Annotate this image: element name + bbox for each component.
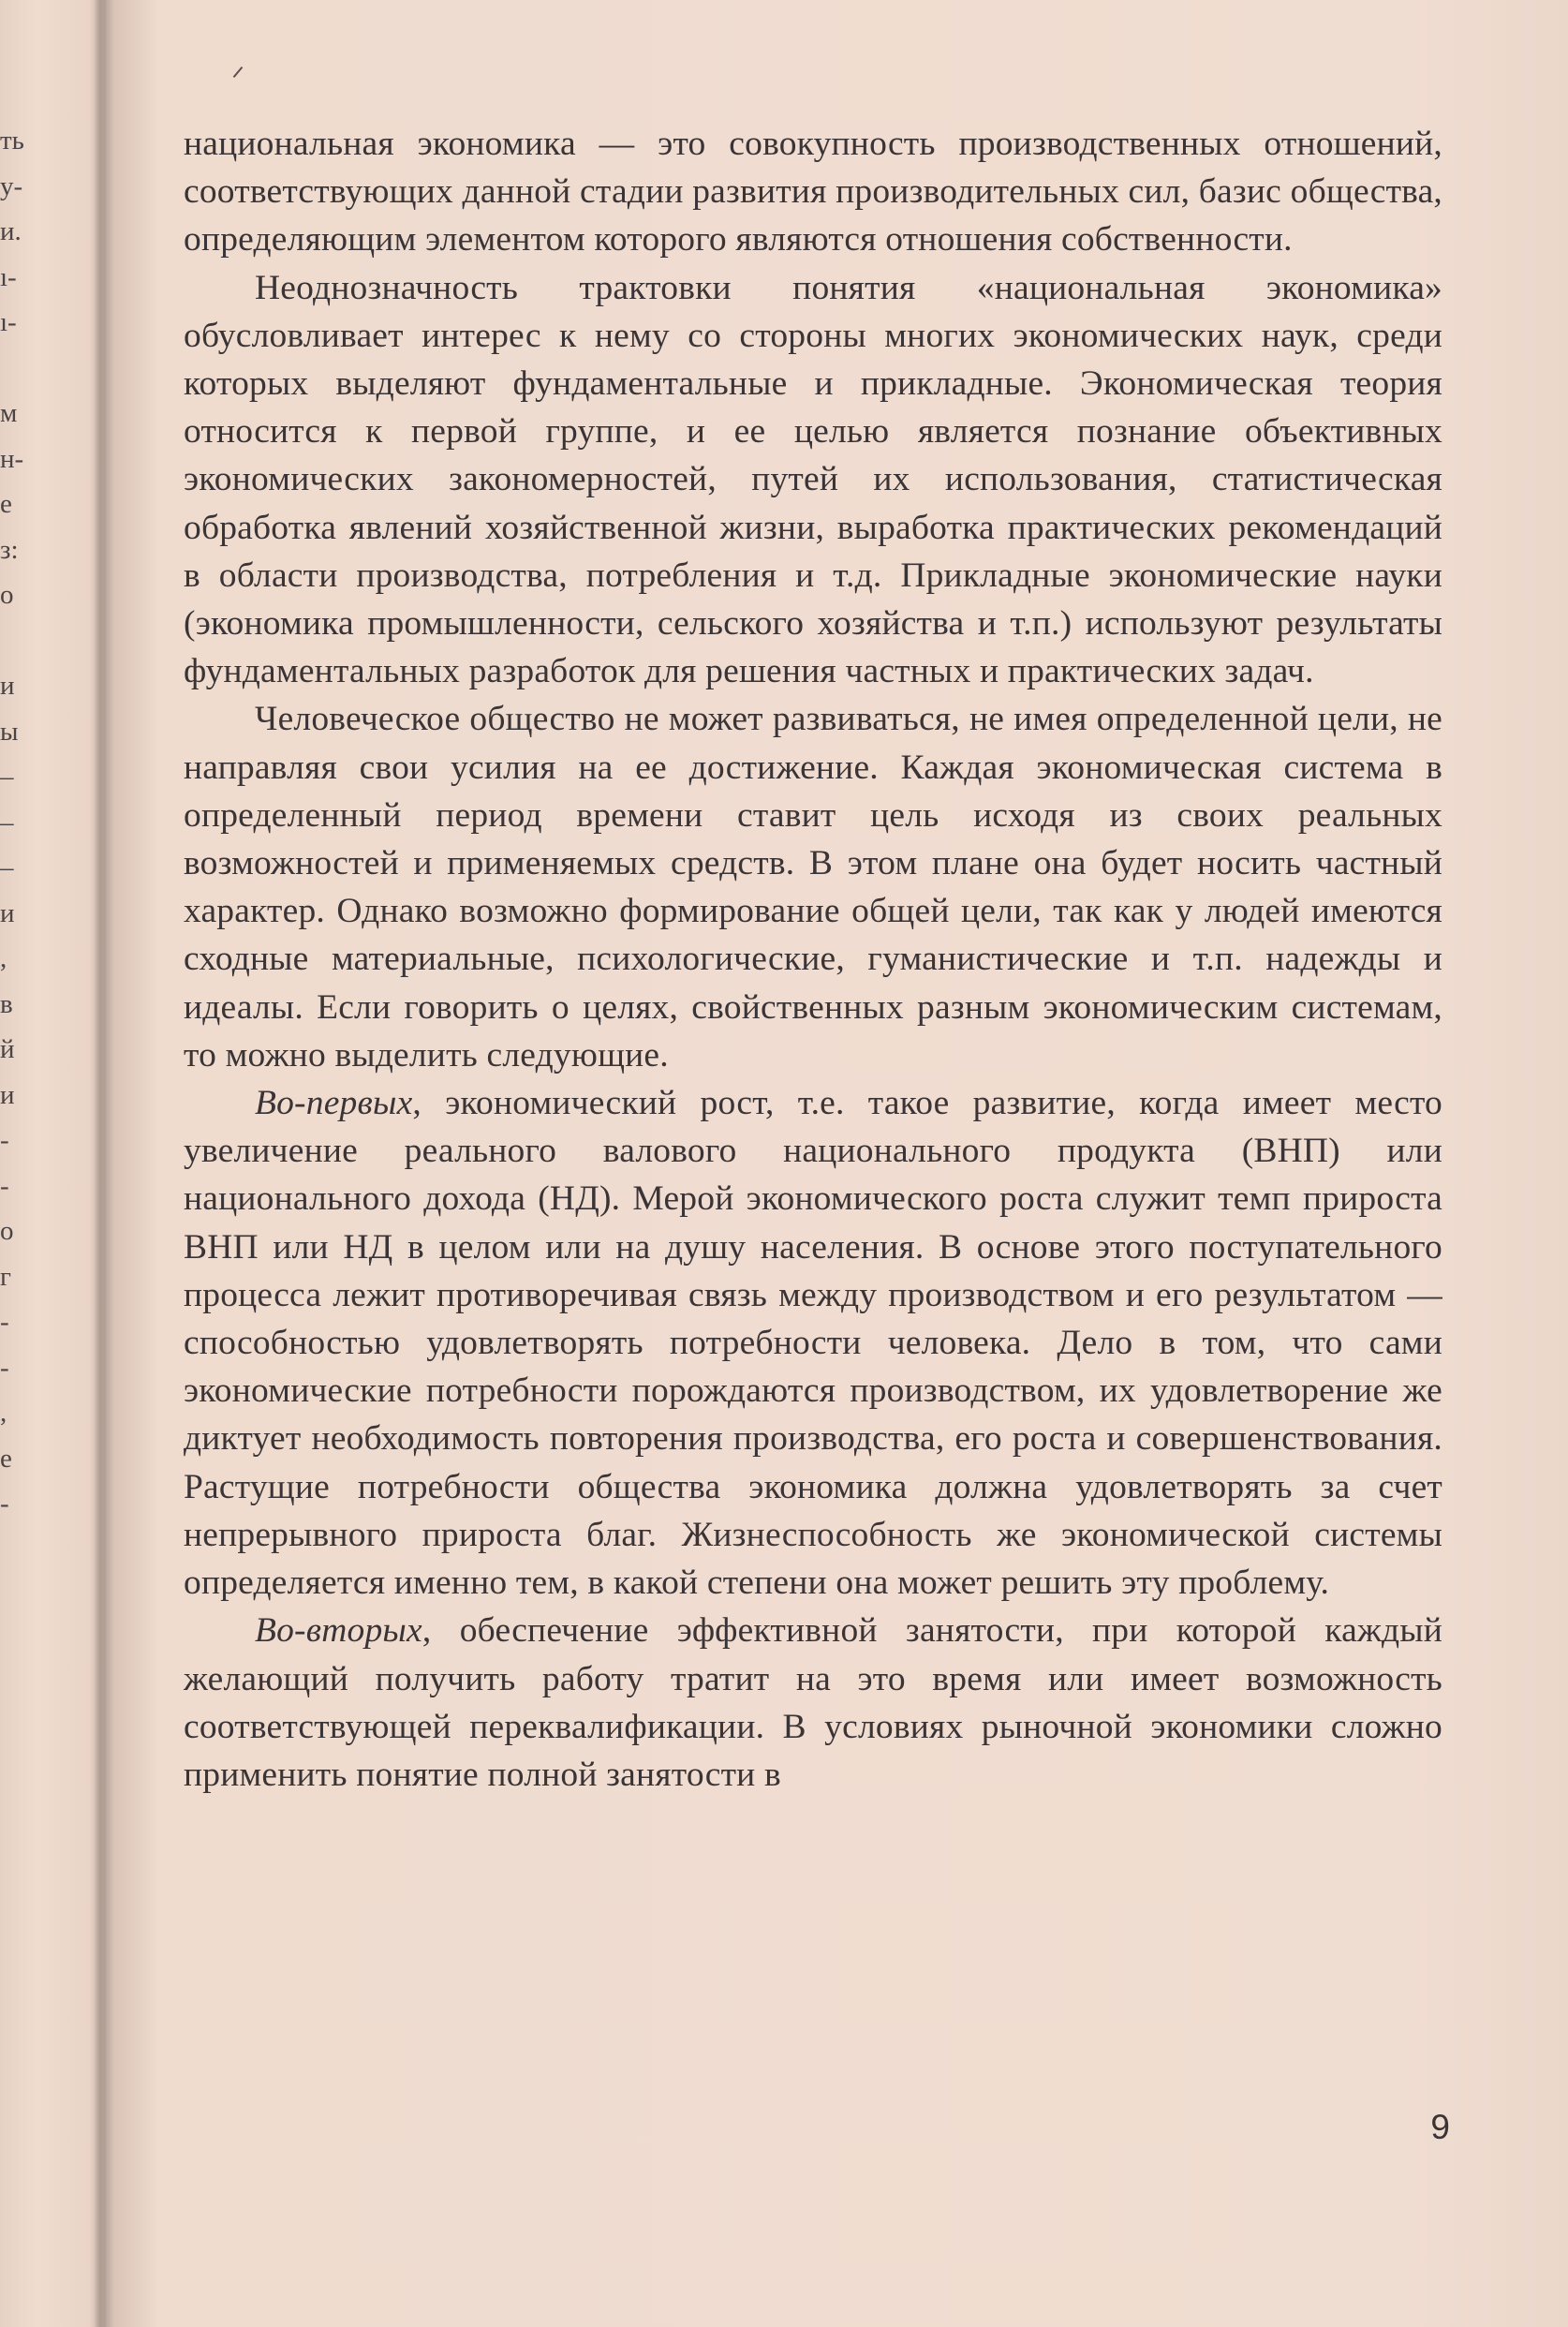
paragraph-text: , экономический рост, т.е. такое развитие, когда имеет место увеличение реального валового национального продукта (ВНП) или национального дохода (НД). Мерой экономического роста служит темп прироста ВНП или НД в целом или на душу населения. В основе этого поступательного процесса лежит противоречивая связь между производством и его результатом — способностью удовлетворять потребности человека. Дело в том, что сами экономические потребности порождаются производством, их удовлетворение же диктует необходимость повторения производства, его роста и совершенствования. Растущие потребности общества экономика должна удовлетворять за счет непрерывного прироста благ. Жизнеспособность же экономической системы определяется именно тем, в какой степени она может решить эту проблему. <box>184 1084 1442 1603</box>
edge-fragment: и. <box>0 216 22 246</box>
page-number: 9 <box>1430 2108 1450 2146</box>
edge-fragment: – <box>0 762 14 792</box>
paragraph-lead: Во-вторых <box>255 1611 422 1651</box>
paragraph <box>184 1079 1442 1607</box>
edge-fragment: – <box>0 852 14 882</box>
edge-fragment: и <box>0 897 15 928</box>
edge-fragment: о <box>0 580 14 610</box>
edge-fragment: и <box>0 671 15 701</box>
edge-fragment: ть <box>0 126 24 156</box>
paragraph-text: национальная экономика — это совокупность производственных отношений, соответствующих данной стадии развития производительных сил, базис общества, определяющим элементом которого являются отношения собственности. <box>184 125 1442 259</box>
paragraph-text: Человеческое общество не может развиваться, не имея определенной цели, не направляя свои усилия на ее достижение. Каждая экономическая система в определенный период времени ставит цель исходя из своих реальных возможностей и применяемых средств. В этом плане она будет носить частный характер. Однако возможно формирование общей цели, так как у людей имеются сходные материальные, психологические, гуманистические и т.п. надежды и идеалы. Если говорить о целях, свойственных разным экономическим системам, то можно выделить следующие. <box>184 700 1442 1075</box>
edge-fragment: , <box>0 1398 7 1428</box>
edge-fragment: - <box>0 1125 9 1155</box>
paragraph <box>184 1607 1442 1799</box>
edge-fragment: е <box>0 1443 12 1474</box>
pen-mark <box>233 67 244 78</box>
edge-fragment: в <box>0 988 13 1019</box>
edge-fragment: м <box>0 398 18 428</box>
paragraph <box>184 695 1442 1079</box>
edge-fragment: и <box>0 1079 15 1110</box>
edge-fragment: е <box>0 489 12 519</box>
edge-fragment: , <box>0 943 7 973</box>
edge-fragment: ı- <box>0 261 17 292</box>
edge-fragment: ı- <box>0 307 17 337</box>
paragraph-text: , обеспечение эффективной занятости, при которой каждый желающий получить работу тратит на это время или имеет возможность соответствующей переквалификации. В условиях рыночной экономики сложно применить понятие полной занятости в <box>184 1611 1442 1794</box>
paragraph-lead: Во-первых <box>255 1084 413 1123</box>
edge-fragment: - <box>0 1307 9 1337</box>
page-body-text <box>184 120 1442 1799</box>
edge-fragment: - <box>0 1489 9 1519</box>
edge-fragment: у- <box>0 170 23 201</box>
edge-fragment: й <box>0 1034 15 1064</box>
edge-fragment: н- <box>0 443 24 474</box>
paragraph-text: Неоднозначность трактовки понятия «национальная экономика» обусловливает интерес к нему со стороны многих экономических наук, среди которых выделяют фундаментальные и прикладные. Экономическая теория относится к первой группе, и ее целью является познание объективных экономических закономерностей, путей их использования, статистическая обработка явлений хозяйственной жизни, выработка практических рекомендаций в области производства, потребления и т.д. Прикладные экономические науки (экономика промышленности, сельского хозяйства и т.п.) используют результаты фундаментальных разработок для решения частных и практических задач. <box>184 268 1442 691</box>
edge-fragment: – <box>0 807 14 837</box>
previous-page-edge-text <box>0 118 37 1527</box>
paragraph <box>184 264 1442 696</box>
edge-fragment <box>0 618 37 664</box>
edge-fragment: - <box>0 1170 9 1201</box>
paragraph <box>184 120 1442 264</box>
edge-fragment: - <box>0 1352 9 1383</box>
edge-fragment: о <box>0 1216 14 1246</box>
edge-fragment: г <box>0 1261 11 1292</box>
edge-fragment: з: <box>0 534 19 565</box>
edge-fragment: ы <box>0 716 19 747</box>
book-spine-shadow <box>94 0 107 2327</box>
edge-fragment <box>0 346 37 392</box>
